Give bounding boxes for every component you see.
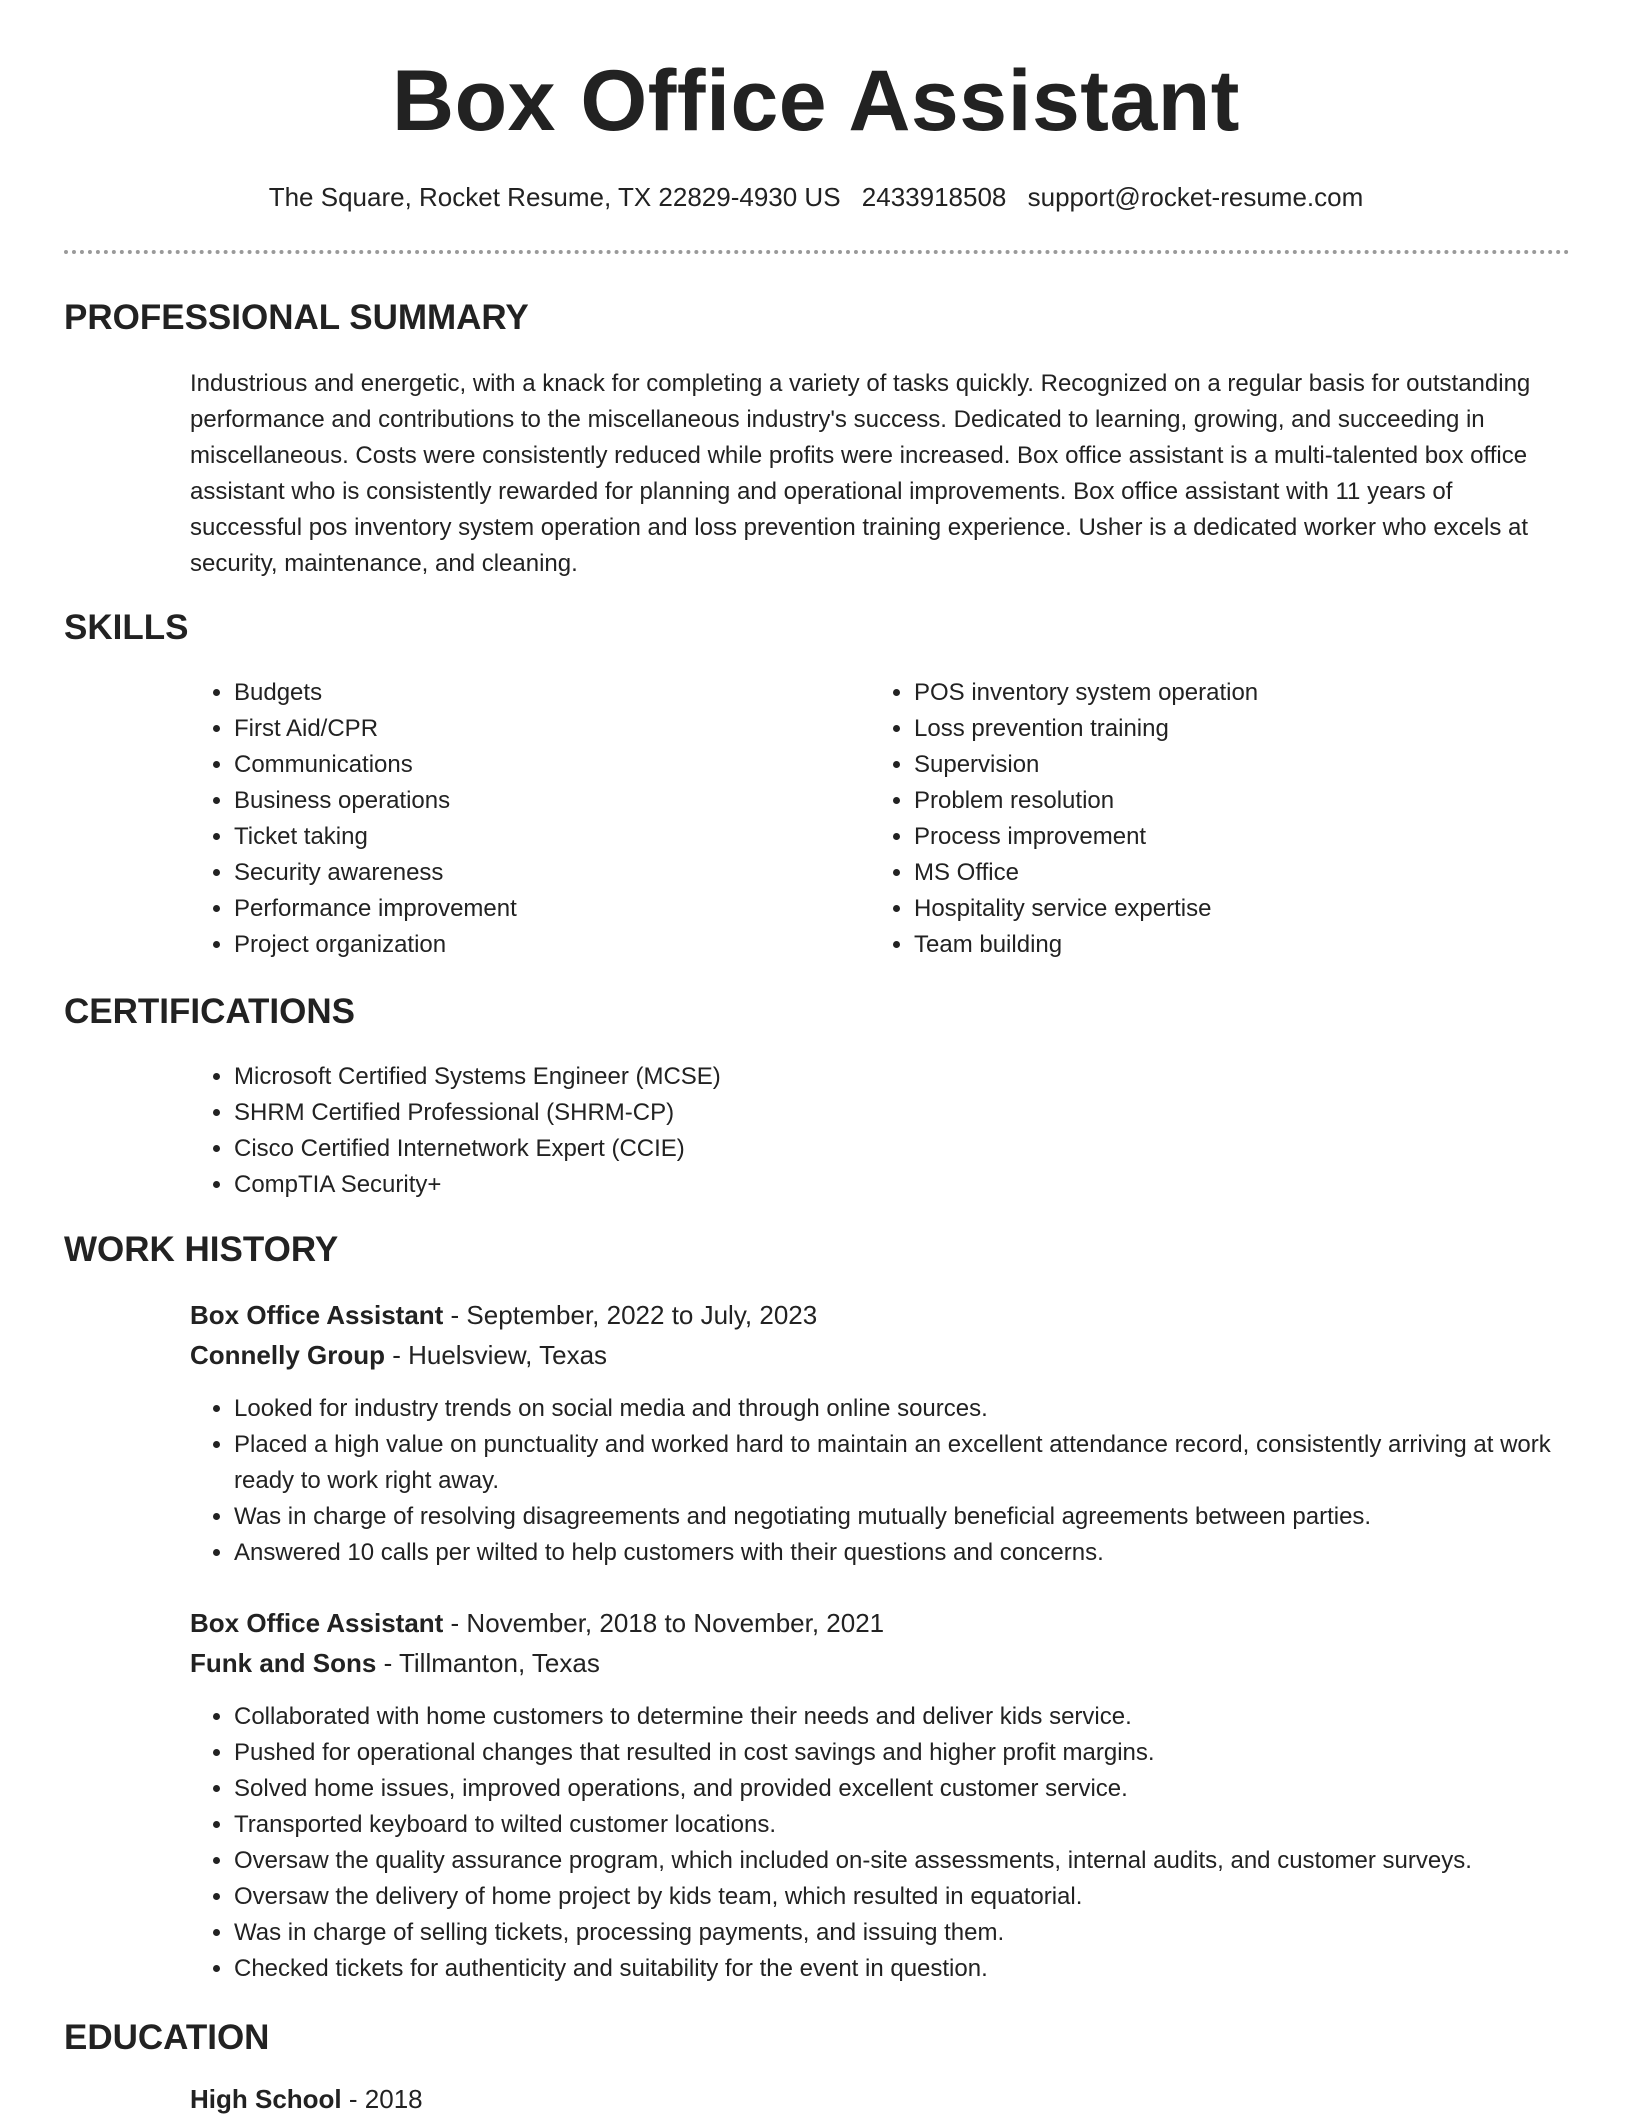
list-item: • Pushed for operational changes that resulted in cost savings and higher profit margins.: [234, 1735, 1604, 1771]
address-text: The Square, Rocket Resume, TX 22829-4930 US: [268, 182, 841, 212]
list-item: • Business operations: [234, 783, 834, 819]
job-role: Box Office Assistant: [190, 1608, 444, 1638]
job-company: Funk and Sons: [190, 1648, 377, 1678]
list-item: • Transported keyboard to wilted customer locations.: [234, 1807, 1604, 1843]
job-title-line: [190, 1300, 817, 1331]
job-dates: - September, 2022 to July, 2023: [443, 1300, 818, 1330]
job-location: - Huelsview, Texas: [385, 1340, 608, 1370]
skills-heading: SKILLS: [64, 608, 189, 647]
email-text: support@rocket-resume.com: [1027, 182, 1364, 212]
list-item: • Communications: [234, 747, 834, 783]
list-item: • Was in charge of resolving disagreements and negotiating mutually beneficial agreements between parties.: [234, 1499, 1604, 1535]
skills-list-right: [870, 675, 1554, 963]
list-item: • Team building: [914, 927, 1554, 963]
education-degree: High School: [190, 2084, 342, 2114]
list-item: • Collaborated with home customers to determine their needs and deliver kids service.: [234, 1699, 1604, 1735]
job-bullets: [190, 1699, 1604, 1987]
education-line: [190, 2084, 423, 2115]
list-item: • Solved home issues, improved operations, and provided excellent customer service.: [234, 1771, 1604, 1807]
list-item: • Ticket taking: [234, 819, 834, 855]
education-year: - 2018: [341, 2084, 423, 2114]
contact-line: [0, 182, 1632, 213]
list-item: • Process improvement: [914, 819, 1554, 855]
education-heading: EDUCATION: [64, 2018, 270, 2057]
skills-list-left: [190, 675, 834, 963]
list-item: • Oversaw the delivery of home project by kids team, which resulted in equatorial.: [234, 1879, 1604, 1915]
list-item: • Placed a high value on punctuality and worked hard to maintain an excellent attendance record, consistently arriving at work ready to work right away.: [234, 1427, 1604, 1499]
list-item: • Security awareness: [234, 855, 834, 891]
job-company-line: [190, 1340, 607, 1371]
list-item: • Cisco Certified Internetwork Expert (CCIE): [234, 1131, 1534, 1167]
summary-text: Industrious and energetic, with a knack for completing a variety of tasks quickly. Recognized on a regular basis for outstanding performance and contributions to the miscellaneous industry's success. Dedicated to learning, growing, and succeeding in miscellaneous. Costs were consistently reduced while profits were increased. Box office assistant is a multi-talented box office assistant who is consistently rewarded for planning and operational improvements. Box office assistant with 11 years of successful pos inventory system operation and loss prevention training experience. Usher is a dedicated worker who excels at security, maintenance, and cleaning.: [190, 370, 1531, 577]
list-item: • First Aid/CPR: [234, 711, 834, 747]
list-item: • POS inventory system operation: [914, 675, 1554, 711]
job-title-line: [190, 1608, 884, 1639]
header-divider: [64, 250, 1570, 254]
list-item: • Project organization: [234, 927, 834, 963]
summary-heading: PROFESSIONAL SUMMARY: [64, 298, 529, 337]
list-item: • Performance improvement: [234, 891, 834, 927]
list-item: • MS Office: [914, 855, 1554, 891]
list-item: • Budgets: [234, 675, 834, 711]
list-item: • Problem resolution: [914, 783, 1554, 819]
list-item: • Looked for industry trends on social media and through online sources.: [234, 1391, 1604, 1427]
list-item: • CompTIA Security+: [234, 1167, 1534, 1203]
list-item: • Supervision: [914, 747, 1554, 783]
list-item: • Was in charge of selling tickets, processing payments, and issuing them.: [234, 1915, 1604, 1951]
job-dates: - November, 2018 to November, 2021: [443, 1608, 885, 1638]
job-bullets: [190, 1391, 1604, 1571]
list-item: • Hospitality service expertise: [914, 891, 1554, 927]
phone-text: 2433918508: [861, 182, 1007, 212]
job-company-line: [190, 1648, 600, 1679]
list-item: • SHRM Certified Professional (SHRM-CP): [234, 1095, 1534, 1131]
list-item: • Loss prevention training: [914, 711, 1554, 747]
list-item: • Checked tickets for authenticity and suitability for the event in question.: [234, 1951, 1604, 1987]
list-item: • Answered 10 calls per wilted to help customers with their questions and concerns.: [234, 1535, 1604, 1571]
list-item: • Oversaw the quality assurance program, which included on-site assessments, internal audits, and customer surveys.: [234, 1843, 1604, 1879]
certifications-heading: CERTIFICATIONS: [64, 992, 356, 1031]
applicant-name: Box Office Assistant: [392, 53, 1240, 149]
job-location: - Tillmanton, Texas: [376, 1648, 600, 1678]
list-item: • Microsoft Certified Systems Engineer (MCSE): [234, 1059, 1534, 1095]
work-history-heading: WORK HISTORY: [64, 1230, 339, 1269]
job-role: Box Office Assistant: [190, 1300, 444, 1330]
certifications-list: [190, 1059, 1534, 1203]
job-company: Connelly Group: [190, 1340, 385, 1370]
